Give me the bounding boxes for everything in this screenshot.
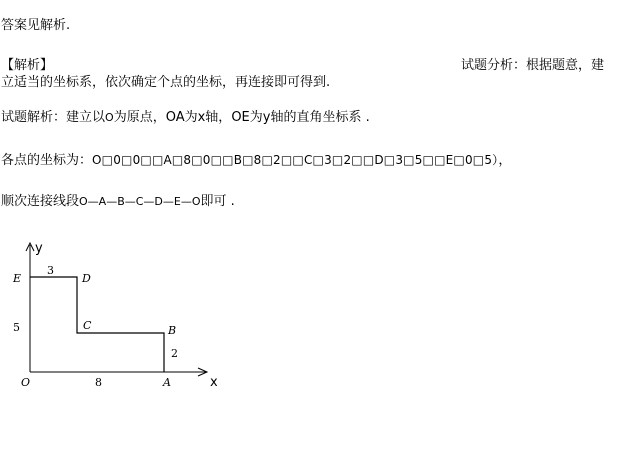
length-left: 5	[13, 321, 20, 334]
analysis-label: 试题分析：根据题意，建	[461, 58, 605, 73]
solution-mid-2: 为x轴，	[184, 110, 232, 125]
length-top: 3	[47, 264, 54, 277]
answer-line: 答案见解析.	[1, 18, 71, 33]
segment-oe: OE	[231, 110, 250, 125]
solution-end-1: 为y轴的直角坐标系 .	[249, 110, 370, 125]
label-point-c: C	[83, 319, 92, 332]
origin-symbol: O	[105, 111, 114, 124]
solution-mid-1: 为原点，	[113, 110, 166, 125]
length-bottom: 8	[95, 376, 102, 389]
connect-prefix: 顺次连接线段	[1, 194, 80, 209]
label-point-a: A	[163, 376, 171, 389]
section-label: 【解析】	[1, 58, 54, 73]
analysis-text: 立适当的坐标系，依次确定个点的坐标，再连接即可得到.	[1, 75, 331, 90]
label-origin: O	[21, 376, 31, 389]
label-point-d: D	[82, 272, 91, 285]
y-axis-label: y	[35, 241, 43, 256]
connect-end: 即可 .	[200, 194, 235, 209]
connect-path: O—A—B—C—D—E—O	[79, 195, 201, 208]
coords-list: O□0□0□□A□8□0□□B□8□2□□C□3□2□□D□3□5□□E□0□5）	[92, 153, 499, 167]
polygon-outline	[30, 277, 164, 372]
segment-oa: OA	[165, 110, 185, 125]
solution-prefix: 试题解析：建立以	[1, 110, 106, 125]
coords-prefix: 各点的坐标为：	[1, 153, 93, 168]
label-point-b: B	[168, 324, 177, 337]
label-point-e: E	[13, 272, 22, 285]
length-right: 2	[171, 347, 178, 360]
x-axis-label: x	[210, 375, 218, 390]
coords-end: ，	[498, 153, 512, 168]
